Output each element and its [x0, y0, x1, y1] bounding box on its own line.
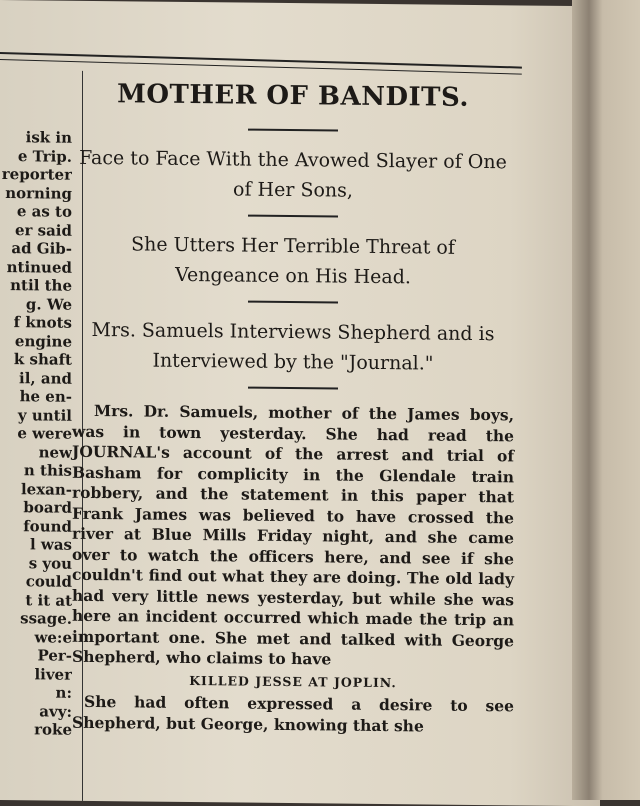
left-column-line: liver: [34, 664, 72, 684]
left-column-line: board: [23, 498, 72, 517]
left-column-line: n this: [23, 461, 72, 480]
left-column-line: g. We: [25, 294, 72, 314]
rule-4: [248, 387, 338, 390]
left-column-line: y until: [17, 405, 72, 425]
article-body: [68, 401, 518, 738]
left-column-line: norning: [5, 183, 72, 203]
left-column-line: found: [23, 516, 72, 536]
left-column-line: engine: [14, 331, 72, 351]
top-rule: [0, 52, 522, 75]
deck-2: She Utters Her Terrible Threat of Vengeance on His Head.: [131, 233, 455, 289]
body-paragraph: Mrs. Dr. Samuels, mother of the James boys, was in town yesterday. She had read the JOURNAL's account of the arrest and trial of Basham for complicity in the Glendale train robbery, and the statement in this paper that Frank James was believed to have crossed the river at Blue Mills Friday night, and she came over to watch the officers here, and see if she couldn't find out what they are doing. The old lady had very little news yesterday, but while she was here an incident occurred which made the trip an important one. She met and talked with George Shepherd, who claims to have: [72, 400, 514, 669]
left-column-line: Per-: [37, 646, 72, 665]
left-column-line: ssage.: [20, 609, 72, 628]
article: [68, 79, 518, 738]
left-column-line: il, and: [19, 368, 72, 388]
left-column-line: roke: [34, 720, 72, 739]
left-column-line: he en-: [19, 387, 72, 406]
left-column-fragments: [0, 128, 72, 739]
rule-2: [248, 215, 338, 218]
left-column-line: e as to: [16, 202, 72, 221]
left-column-line: l was: [30, 535, 72, 554]
left-column-line: s you: [28, 553, 72, 573]
left-column-line: reporter: [1, 165, 72, 184]
subhead: KILLED JESSE AT JOPLIN.: [189, 672, 397, 690]
page-gutter: [572, 0, 640, 800]
left-column-line: e were: [17, 424, 72, 443]
left-column-line: n:: [55, 683, 72, 702]
left-column-line: isk in: [25, 128, 72, 147]
left-column-line: t it at: [25, 590, 72, 610]
left-column-line: could: [25, 572, 72, 591]
left-column-line: e Trip.: [17, 146, 72, 166]
left-column-line: ntinued: [6, 257, 72, 277]
deck-1: Face to Face With the Avowed Slayer of One of Her Sons,: [79, 146, 507, 202]
left-column-line: lexan-: [20, 479, 72, 499]
left-column-line: ntil the: [10, 276, 72, 295]
headline: MOTHER OF BANDITS.: [117, 79, 469, 113]
left-column-line: er said: [14, 220, 72, 240]
left-column-line: avy:: [39, 701, 72, 721]
left-column-line: ad Gib-: [11, 239, 72, 258]
deck-3: Mrs. Samuels Interviews Shepherd and is Interviewed by the "Journal.": [91, 318, 495, 375]
left-column-line: new: [38, 442, 72, 462]
body-paragraph: She had often expressed a desire to see Shepherd, but George, knowing that she: [72, 691, 514, 735]
left-column-line: we:e: [34, 627, 72, 647]
rule-1: [248, 129, 338, 132]
rule-3: [248, 301, 338, 304]
left-column-line: k shaft: [13, 350, 72, 369]
left-column-line: f knots: [13, 313, 72, 332]
